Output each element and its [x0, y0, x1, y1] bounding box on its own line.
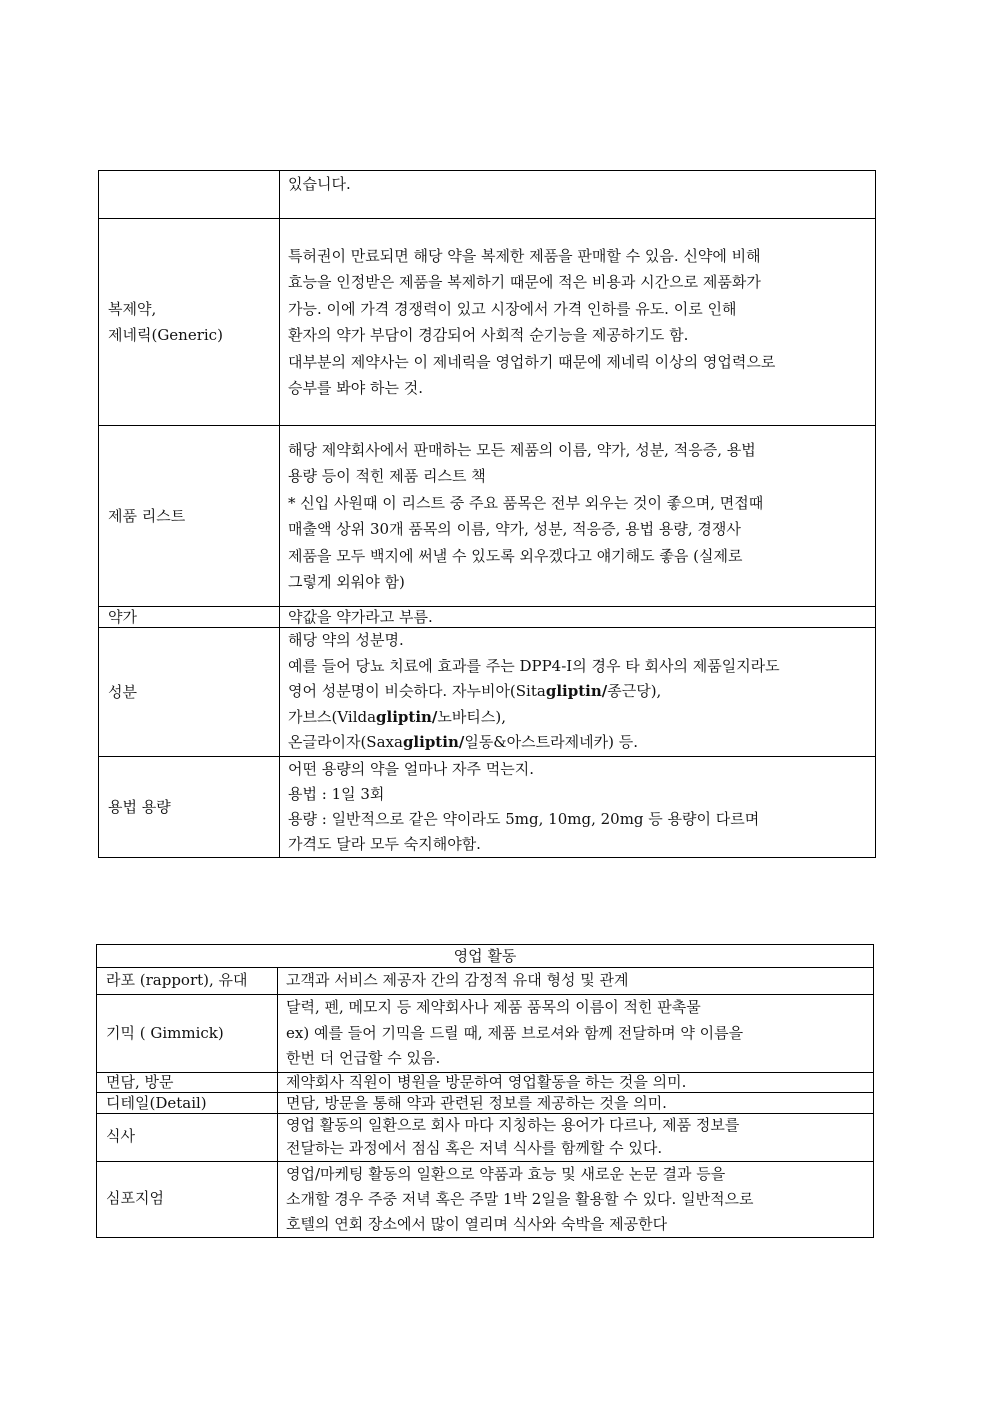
definition-line: 특허권이 만료되면 해당 약을 복제한 제품을 판매할 수 있음. 신약에 비해 [288, 246, 761, 265]
definition-line: 용량 등이 적힌 제품 리스트 책 [288, 467, 486, 485]
definition-line: 소개할 경우 주중 저녁 혹은 주말 1박 2일을 활용할 수 있다. 일반적으로 [286, 1189, 754, 1208]
definition-line: * 신입 사원때 이 리스트 중 주요 품목은 전부 외우는 것이 좋으며, 면접때 [288, 493, 764, 512]
term-label: 용법 용량 [108, 797, 171, 816]
definition-cell [280, 607, 876, 628]
definition-line: 제품을 모두 백지에 써낼 수 있도록 외우겠다고 얘기해도 좋음 (실제로 [288, 546, 743, 565]
term-cell [99, 426, 280, 607]
definition-line: 면담, 방문을 통해 약과 관련된 정보를 제공하는 것을 의미. [286, 1093, 667, 1112]
definition-cell [280, 219, 876, 426]
text-run: 가브스(Vilda [288, 707, 377, 726]
definition-line [288, 730, 867, 756]
text-run: 종근당), [607, 682, 662, 701]
term-cell [99, 607, 280, 628]
term-cell [99, 219, 280, 426]
definition-cell [280, 757, 876, 858]
definition-line: 대부분의 제약사는 이 제네릭을 영업하기 때문에 제네릭 이상의 영업력으로 [288, 352, 776, 371]
table-row [97, 1092, 874, 1113]
term-cell [99, 628, 280, 757]
definition-cell [280, 426, 876, 607]
table-title: 영업 활동 [97, 945, 874, 968]
table-row [99, 757, 876, 858]
definition-line: 용량 : 일반적으로 같은 약이라도 5mg, 10mg, 20mg 등 용량이 다르며 [288, 810, 760, 828]
definition-line [288, 679, 867, 705]
definition-line: 어떤 용량의 약을 얼마나 자주 먹는지. [288, 760, 534, 778]
text-run-bold: gliptin/ [376, 707, 438, 726]
term-cell [99, 171, 280, 219]
text-run: 일동&아스트라제네카) 등. [464, 733, 638, 752]
definition-line: 예를 들어 당뇨 치료에 효과를 주는 DPP4-I의 경우 타 회사의 제품일지라도 [288, 656, 780, 675]
glossary-table-sales [96, 944, 874, 1238]
table-row [97, 1072, 874, 1092]
definition-line: 승부를 봐야 하는 것. [288, 379, 423, 397]
text-run: 노바티스), [437, 707, 507, 726]
definition-line: 가능. 이에 가격 경쟁력이 있고 시장에서 가격 인하를 유도. 이로 인해 [288, 299, 737, 318]
definition-line: 달력, 펜, 메모지 등 제약회사나 제품 품목의 이름이 적힌 판촉물 [286, 998, 701, 1016]
term-label: 약가 [108, 608, 137, 626]
definition-line: 약값을 약가라고 부름. [288, 608, 433, 626]
definition-line: 그렇게 외워야 함) [288, 573, 405, 591]
definition-line: 가격도 달라 모두 숙지해야함. [288, 835, 481, 853]
definition-cell [278, 968, 874, 995]
term-cell: 기믹 ( Gimmick) [97, 995, 278, 1073]
definition-line: 매출액 상위 30개 품목의 이름, 약가, 성분, 적응증, 용법 용량, 경쟁사 [288, 520, 741, 538]
term-cell: 심포지엄 [97, 1161, 278, 1237]
table-row [99, 607, 876, 628]
definition-line: 호텔의 연회 장소에서 많이 열리며 식사와 숙박을 제공한다 [286, 1214, 668, 1233]
table-row [97, 968, 874, 995]
definition-line: 영업 활동의 일환으로 회사 마다 지칭하는 용어가 다르나, 제품 정보를 [286, 1115, 740, 1134]
term-cell: 면담, 방문 [97, 1072, 278, 1092]
definition-line: 전달하는 과정에서 점심 혹은 저녁 식사를 함께할 수 있다. [286, 1139, 663, 1157]
table-row [99, 171, 876, 219]
table-row [97, 995, 874, 1073]
definition-cell [280, 628, 876, 757]
text-run-bold: gliptin/ [402, 733, 465, 752]
definition-line: 제약회사 직원이 병원을 방문하여 영업활동을 하는 것을 의미. [286, 1072, 687, 1091]
definition-line: 있습니다. [288, 175, 351, 193]
term-label: 성분 [108, 682, 137, 701]
table-row [99, 219, 876, 426]
definition-line: ex) 예를 들어 기믹을 드릴 때, 제품 브로셔와 함께 전달하며 약 이름을 [286, 1023, 744, 1042]
definition-line: 영업/마케팅 활동의 일환으로 약품과 효능 및 새로운 논문 결과 등을 [286, 1164, 726, 1183]
table-row [97, 1161, 874, 1237]
definition-cell [280, 171, 876, 219]
definition-line: 효능을 인정받은 제품을 복제하기 때문에 적은 비용과 시간으로 제품화가 [288, 273, 761, 291]
text-run-bold: gliptin/ [545, 682, 608, 701]
definition-cell [278, 1113, 874, 1161]
table-header-row [97, 945, 874, 968]
definition-cell [278, 995, 874, 1073]
term-cell: 디테일(Detail) [97, 1092, 278, 1113]
term-cell: 식사 [97, 1113, 278, 1161]
definition-line: 한번 더 언급할 수 있음. [286, 1049, 441, 1067]
definition-cell [278, 1072, 874, 1092]
definition-line: 용법 : 1일 3회 [288, 785, 385, 803]
term-label: 제네릭(Generic) [108, 326, 223, 344]
glossary-table-drugs [98, 170, 876, 858]
definition-line [288, 705, 867, 731]
text-run: 영어 성분명이 비슷하다. 자누비아(Sita [288, 682, 546, 701]
text-run: 온글라이자(Saxa [288, 733, 403, 752]
table-row [99, 426, 876, 607]
term-label: 복제약, [108, 299, 157, 318]
definition-line: 해당 약의 성분명. [288, 631, 404, 650]
term-label: 제품 리스트 [108, 506, 186, 525]
definition-line: 환자의 약가 부담이 경감되어 사회적 순기능을 제공하기도 함. [288, 326, 689, 344]
definition-cell [278, 1092, 874, 1113]
term-cell: 라포 (rapport), 유대 [97, 968, 278, 995]
table-row [97, 1113, 874, 1161]
definition-line: 고객과 서비스 제공자 간의 감정적 유대 형성 및 관계 [286, 971, 629, 990]
definition-cell [278, 1161, 874, 1237]
term-cell [99, 757, 280, 858]
table-row [99, 628, 876, 757]
definition-line: 해당 제약회사에서 판매하는 모든 제품의 이름, 약가, 성분, 적응증, 용법 [288, 440, 756, 459]
